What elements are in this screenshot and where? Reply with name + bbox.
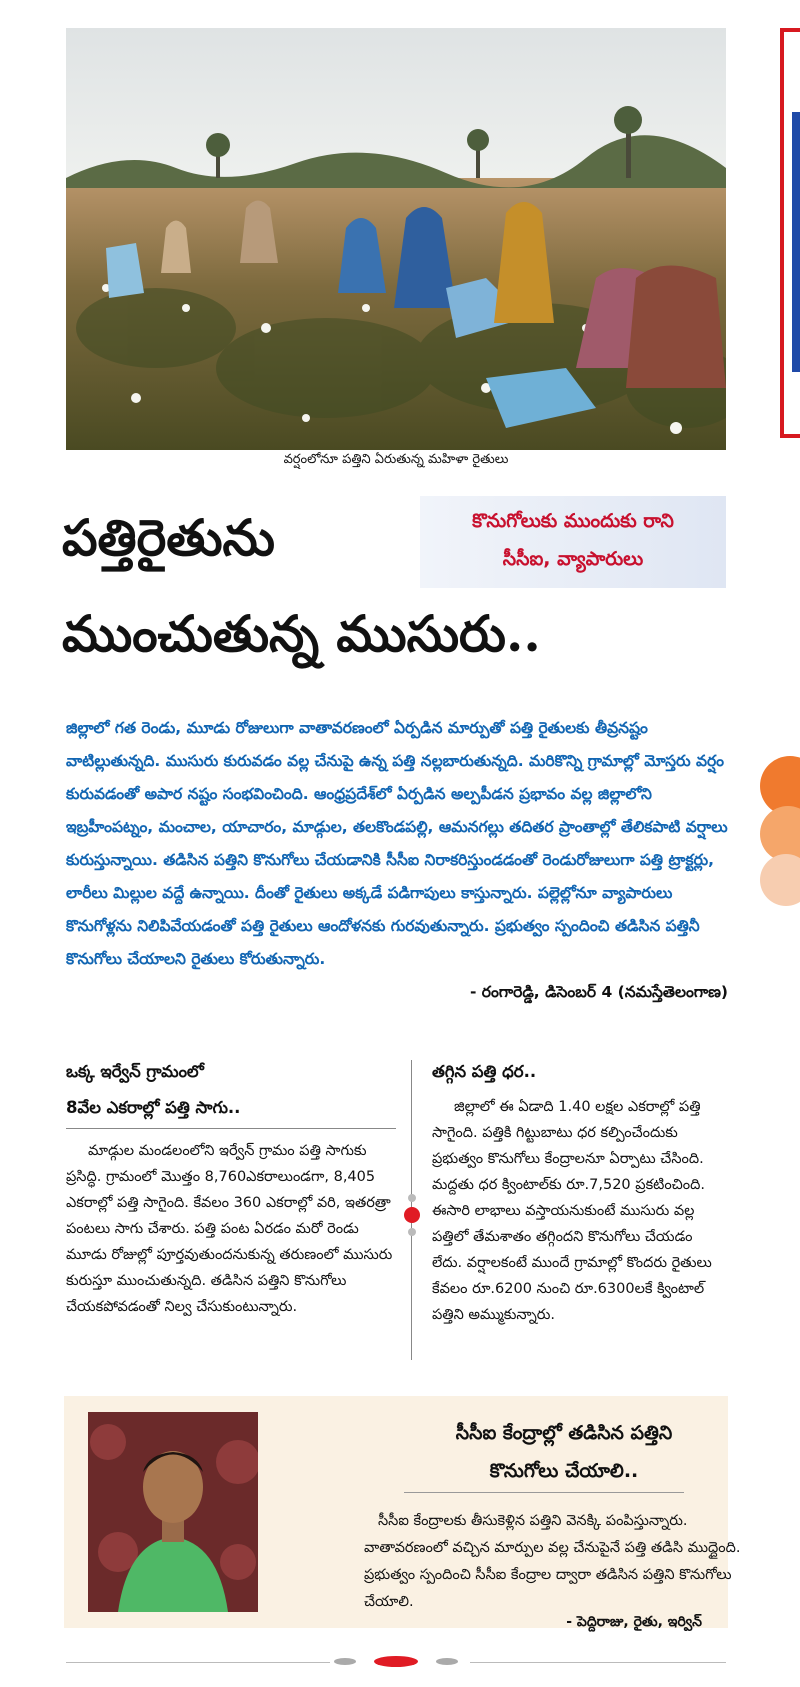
photo-caption: వర్షంలోనూ పత్తిని ఏరుతున్న మహిళా రైతులు: [283, 452, 509, 467]
decor-circle-3: [760, 854, 800, 906]
left-title-divider: [66, 1128, 396, 1129]
headline-line-2: ముంచుతున్న ముసురు..: [62, 604, 541, 663]
dateline: - రంగారెడ్డి, డిసెంబర్ 4 (నమస్తేతెలంగాణ): [469, 983, 728, 1001]
adjacent-ad-frame: [780, 28, 800, 438]
divider-dot-red: [404, 1207, 420, 1223]
divider-dot: [408, 1228, 416, 1236]
lede-text: జిల్లాలో గత రెండు, మూడు రోజులుగా వాతావరణంలో ఏర్పడిన మార్పుతో పత్తి రైతులకు తీవ్రనష్టం వాటిల్లుతున్నది. ముసురు కురువడం వల్ల చేనుపై ఉన్న పత్తి నల్లబారుతున్నది. మరికొన్ని గ్రామాల్లో మోస్తరు వర్షం కురువడంతో అపార నష్టం సంభవించింది. ఆంధ్రప్రదేశ్‌లో ఏర్పడిన అల్పపీడన ప్రభావం వల్ల జిల్లాలోని ఇబ్రహీంపట్నం, మంచాల, యాచారం, మాడ్గుల, తలకొండపల్లి, ఆమనగల్లు తదితర ప్రాంతాల్లో తేలికపాటి వర్షాలు కురుస్తున్నాయి. తడిసిన పత్తిని కొనుగోలు చేయడానికి సీసీఐ నిరాకరిస్తుండడంతో రెండురోజులుగా పత్తి ట్రాక్టర్లు, లారీలు మిల్లుల వద్దే ఉన్నాయి. దీంతో రైతులు అక్కడే పడిగాపులు కాస్తున్నారు. పల్లెల్లోనూ వ్యాపారులు కొనుగోళ్లను నిలిపివేయడంతో పత్తి రైతులు ఆందోళనకు గురవుతున్నారు. ప్రభుత్వం స్పందించి తడిసిన పత్తినీ కొనుగోలు చేయాలని రైతులు కోరుతున్నారు.: [66, 719, 728, 968]
right-article-body: జిల్లాలో ఈ ఏడాది 1.40 లక్షల ఎకరాల్లో పత్తి సాగైంది. పత్తికి గిట్టుబాటు ధర కల్పించేందుకు ప్రభుత్వం కొనుగోలు కేంద్రాలనూ ఏర్పాటు చేసింది. మద్దతు ధర క్వింటాల్‌కు రూ.7,520 ప్రకటించింది. ఈసారి లాభాలు వస్తాయనుకుంటే ముసురు వల్ల పత్తిలో తేమశాతం తగ్గిందని కొనుగోలు చేయడం లేదు. వర్షాలకంటే ముందే గ్రామాల్లో కొందరు రైతులు కేవలం రూ.6200 నుంచి రూ.6300లకే క్వింటాల్ పత్తిని అమ్ముకున్నారు.: [432, 1099, 712, 1323]
kicker-line-2: సీసీఐ, వ్యాపారులు: [502, 548, 644, 570]
quote-signature: - పెద్దిరాజు, రైతు, ఇర్విన్: [566, 1614, 702, 1630]
kicker-box: [420, 496, 726, 588]
divider-dot: [408, 1194, 416, 1202]
left-article-title-2: 8వేల ఎకరాల్లో పత్తి సాగు..: [66, 1098, 241, 1117]
quote-body: సీసీఐ కేంద్రాలకు తీసుకెళ్లిన పత్తిని వెనక్కి పంపిస్తున్నారు. వాతావరణంలో వచ్చిన మార్పుల వల్ల చేనుపైనే పత్తి తడిసి ముద్దైంది. ప్రభుత్వం స్పందించి సీసీఐ కేంద్రాల ద్వారా తడిసిన పత్తిని కొనుగోలు చేయాలి.: [364, 1513, 741, 1610]
kicker-line-1: కొనుగోలుకు ముందుకు రాని: [472, 510, 674, 532]
adjacent-ad-stripe: [792, 112, 800, 372]
bottom-ornament: [330, 1656, 470, 1668]
ornament-pill-red: [374, 1656, 418, 1667]
farmer-portrait: [88, 1412, 258, 1612]
quote-title-1: సీసీఐ కేంద్రాల్లో తడిసిన పత్తిని: [455, 1422, 673, 1444]
quote-title-2: కొనుగోలు చేయాలి..: [489, 1460, 639, 1482]
ornament-pill: [436, 1658, 458, 1665]
lede-block: [66, 712, 728, 1009]
left-article-body: మాడ్గుల మండలంలోని ఇర్వేన్ గ్రామం పత్తి సాగుకు ప్రసిద్ధి. గ్రామంలో మొత్తం 8,760ఎకరాలుండగా, 8,405 ఎకరాల్లో పత్తి సాగైంది. కేవలం 360 ఎకరాల్లో వరి, ఇతరత్రా పంటలు సాగు చేశారు. పత్తి పంట ఏరడం మరో రెండు మూడు రోజుల్లో పూర్తవుతుందనుకున్న తరుణంలో ముసురు కురుస్తూ ముంచుతున్నది. తడిసిన పత్తిని కొనుగోలు చేయకపోవడంతో నిల్వ చేసుకుంటున్నారు.: [66, 1143, 393, 1315]
news-photo: [66, 28, 726, 450]
right-article-title: తగ్గిన పత్తి ధర..: [432, 1062, 537, 1081]
cotton-field-photo: [66, 28, 726, 450]
quote-box: [64, 1396, 741, 1630]
headline-line-1: పత్తిరైతును: [62, 508, 275, 567]
ornament-pill: [334, 1658, 356, 1665]
left-article-title-1: ఒక్క ఇర్వేన్ గ్రామంలో: [66, 1062, 204, 1081]
quote-title-underline: [404, 1492, 684, 1493]
